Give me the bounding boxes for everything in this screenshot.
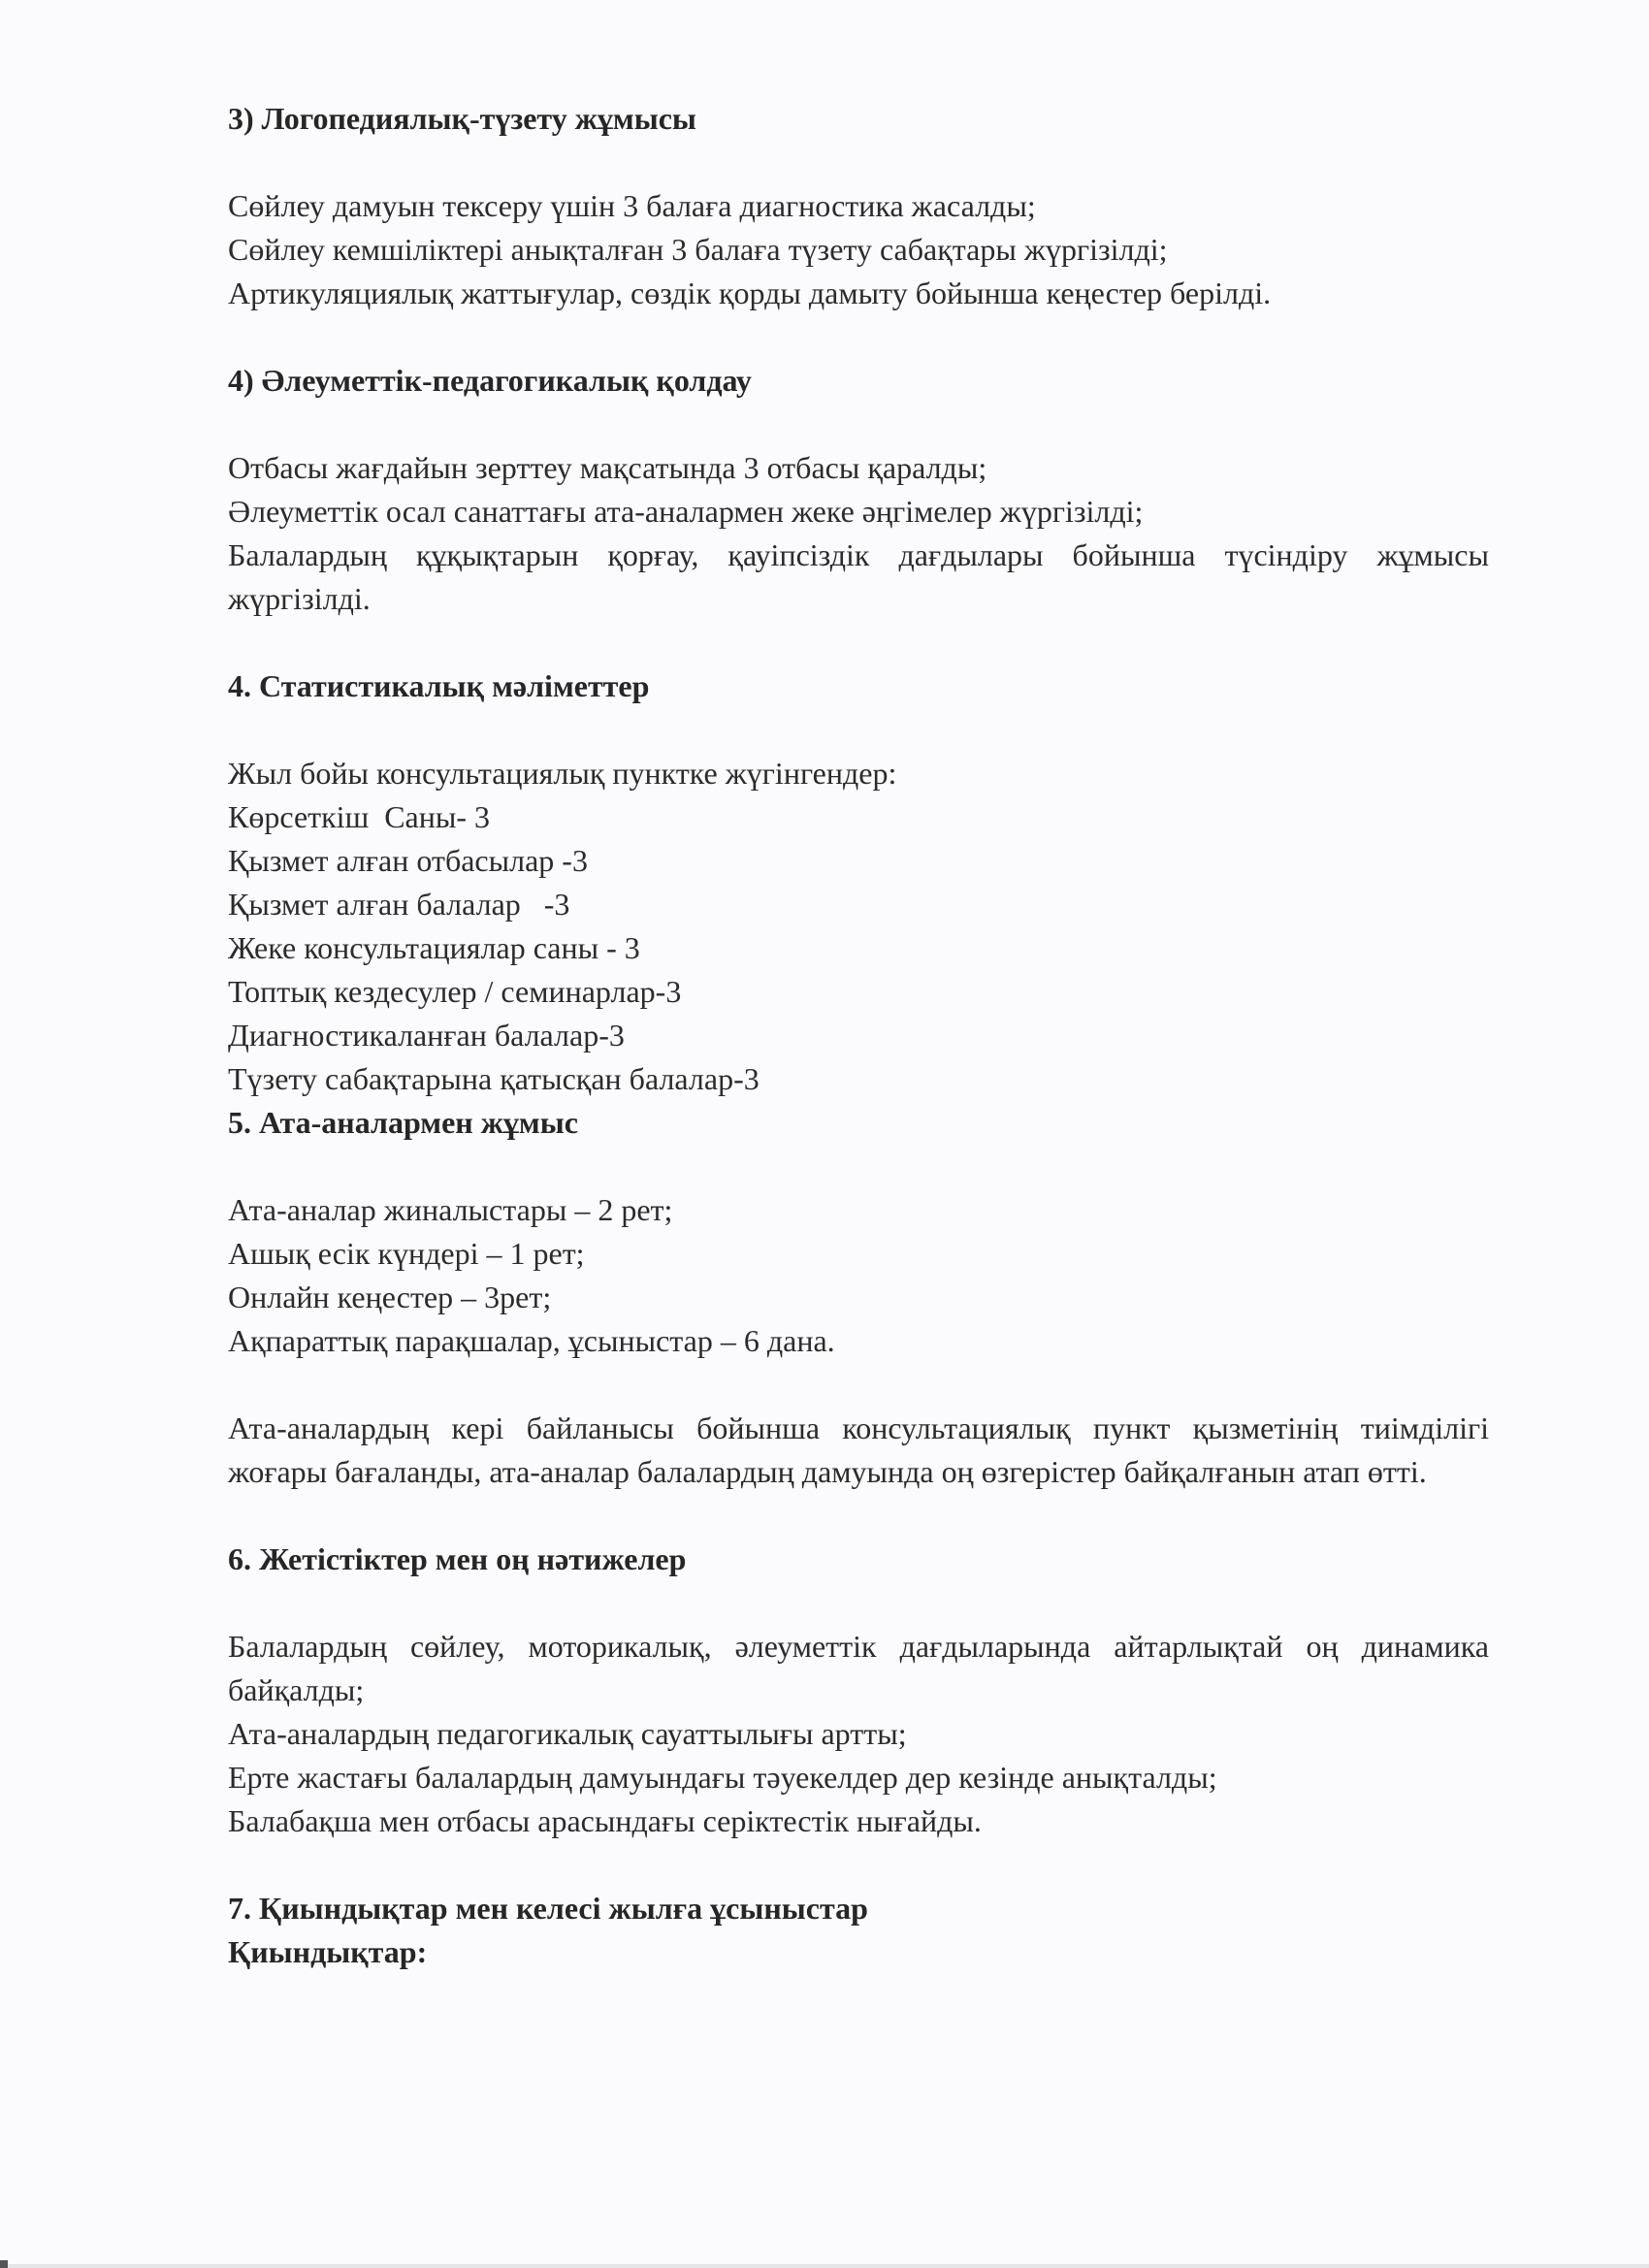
- statistics-intro: Жыл бойы консультациялық пунктке жүгінгендер:: [228, 756, 897, 791]
- list-item: Ата-аналар жиналыстары – 2 рет;: [228, 1192, 673, 1227]
- list-item: Ерте жастағы балалардың дамуындағы тәуекелдер дер кезінде анықталды;: [228, 1760, 1217, 1795]
- list-item: Балалардың сөйлеу, моторикалық, әлеуметтік дағдыларында айтарлықтай оң динамика байқалды;: [228, 1629, 1489, 1707]
- scan-corner-mark: [0, 2260, 8, 2268]
- list-item: Балалардың құқықтарын қорғау, қауіпсіздік дағдылары бойынша түсіндіру жұмысы жүргізілді.: [228, 537, 1489, 616]
- document-page: [228, 97, 1489, 1974]
- list-item: Ақпараттық парақшалар, ұсыныстар – 6 дана.: [228, 1323, 835, 1358]
- statistics-item: Жеке консультациялар саны - 3: [228, 930, 640, 965]
- statistics-item: Қызмет алған отбасылар -3: [228, 843, 588, 878]
- list-item: Балабақша мен отбасы арасындағы серіктестік нығайды.: [228, 1803, 982, 1838]
- list-item: Отбасы жағдайын зерттеу мақсатында 3 отбасы қаралды;: [228, 450, 987, 485]
- feedback-paragraph: Ата-аналардың кері байланысы бойынша консультациялық пункт қызметінің тиімділігі жоғары бағаланды, ата-аналар балалардың дамуында оң өзгерістер байқалғанын атап өтті.: [228, 1410, 1489, 1489]
- list-item: Онлайн кеңестер – 3рет;: [228, 1280, 552, 1314]
- section-heading-social-support: 4) Әлеуметтік-педагогикалық қолдау: [228, 363, 752, 398]
- statistics-item: Түзету сабақтарына қатысқан балалар-3: [228, 1061, 760, 1096]
- statistics-item: Топтық кездесулер / семинарлар-3: [228, 974, 682, 1009]
- section-heading-speech-therapy: 3) Логопедиялық-түзету жұмысы: [228, 101, 696, 136]
- statistics-item: Қызмет алған балалар -3: [228, 887, 570, 922]
- subheading-difficulties: Қиындықтар:: [228, 1934, 428, 1969]
- statistics-item: Диагностикаланған балалар-3: [228, 1018, 625, 1053]
- section-heading-statistics: 4. Статистикалық мәліметтер: [228, 668, 650, 703]
- section-heading-parents-work: 5. Ата-аналармен жұмыс: [228, 1105, 578, 1140]
- list-item: Ашық есік күндері – 1 рет;: [228, 1236, 585, 1271]
- section-heading-difficulties: 7. Қиындықтар мен келесі жылға ұсыныстар: [228, 1891, 868, 1926]
- list-item: Әлеуметтік осал санаттағы ата-аналармен жеке әңгімелер жүргізілді;: [228, 494, 1144, 529]
- statistics-item: Көрсеткіш Саны- 3: [228, 799, 491, 834]
- list-item: Сөйлеу дамуын тексеру үшін 3 балаға диагностика жасалды;: [228, 188, 1036, 223]
- scan-bottom-edge: [0, 2264, 1649, 2268]
- list-item: Ата-аналардың педагогикалық сауаттылығы артты;: [228, 1716, 907, 1751]
- section-heading-achievements: 6. Жетістіктер мен оң нәтижелер: [228, 1541, 687, 1576]
- list-item: Сөйлеу кемшіліктері анықталған 3 балаға түзету сабақтары жүргізілді;: [228, 232, 1168, 267]
- list-item: Артикуляциялық жаттығулар, сөздік қорды дамыту бойынша кеңестер берілді.: [228, 275, 1272, 310]
